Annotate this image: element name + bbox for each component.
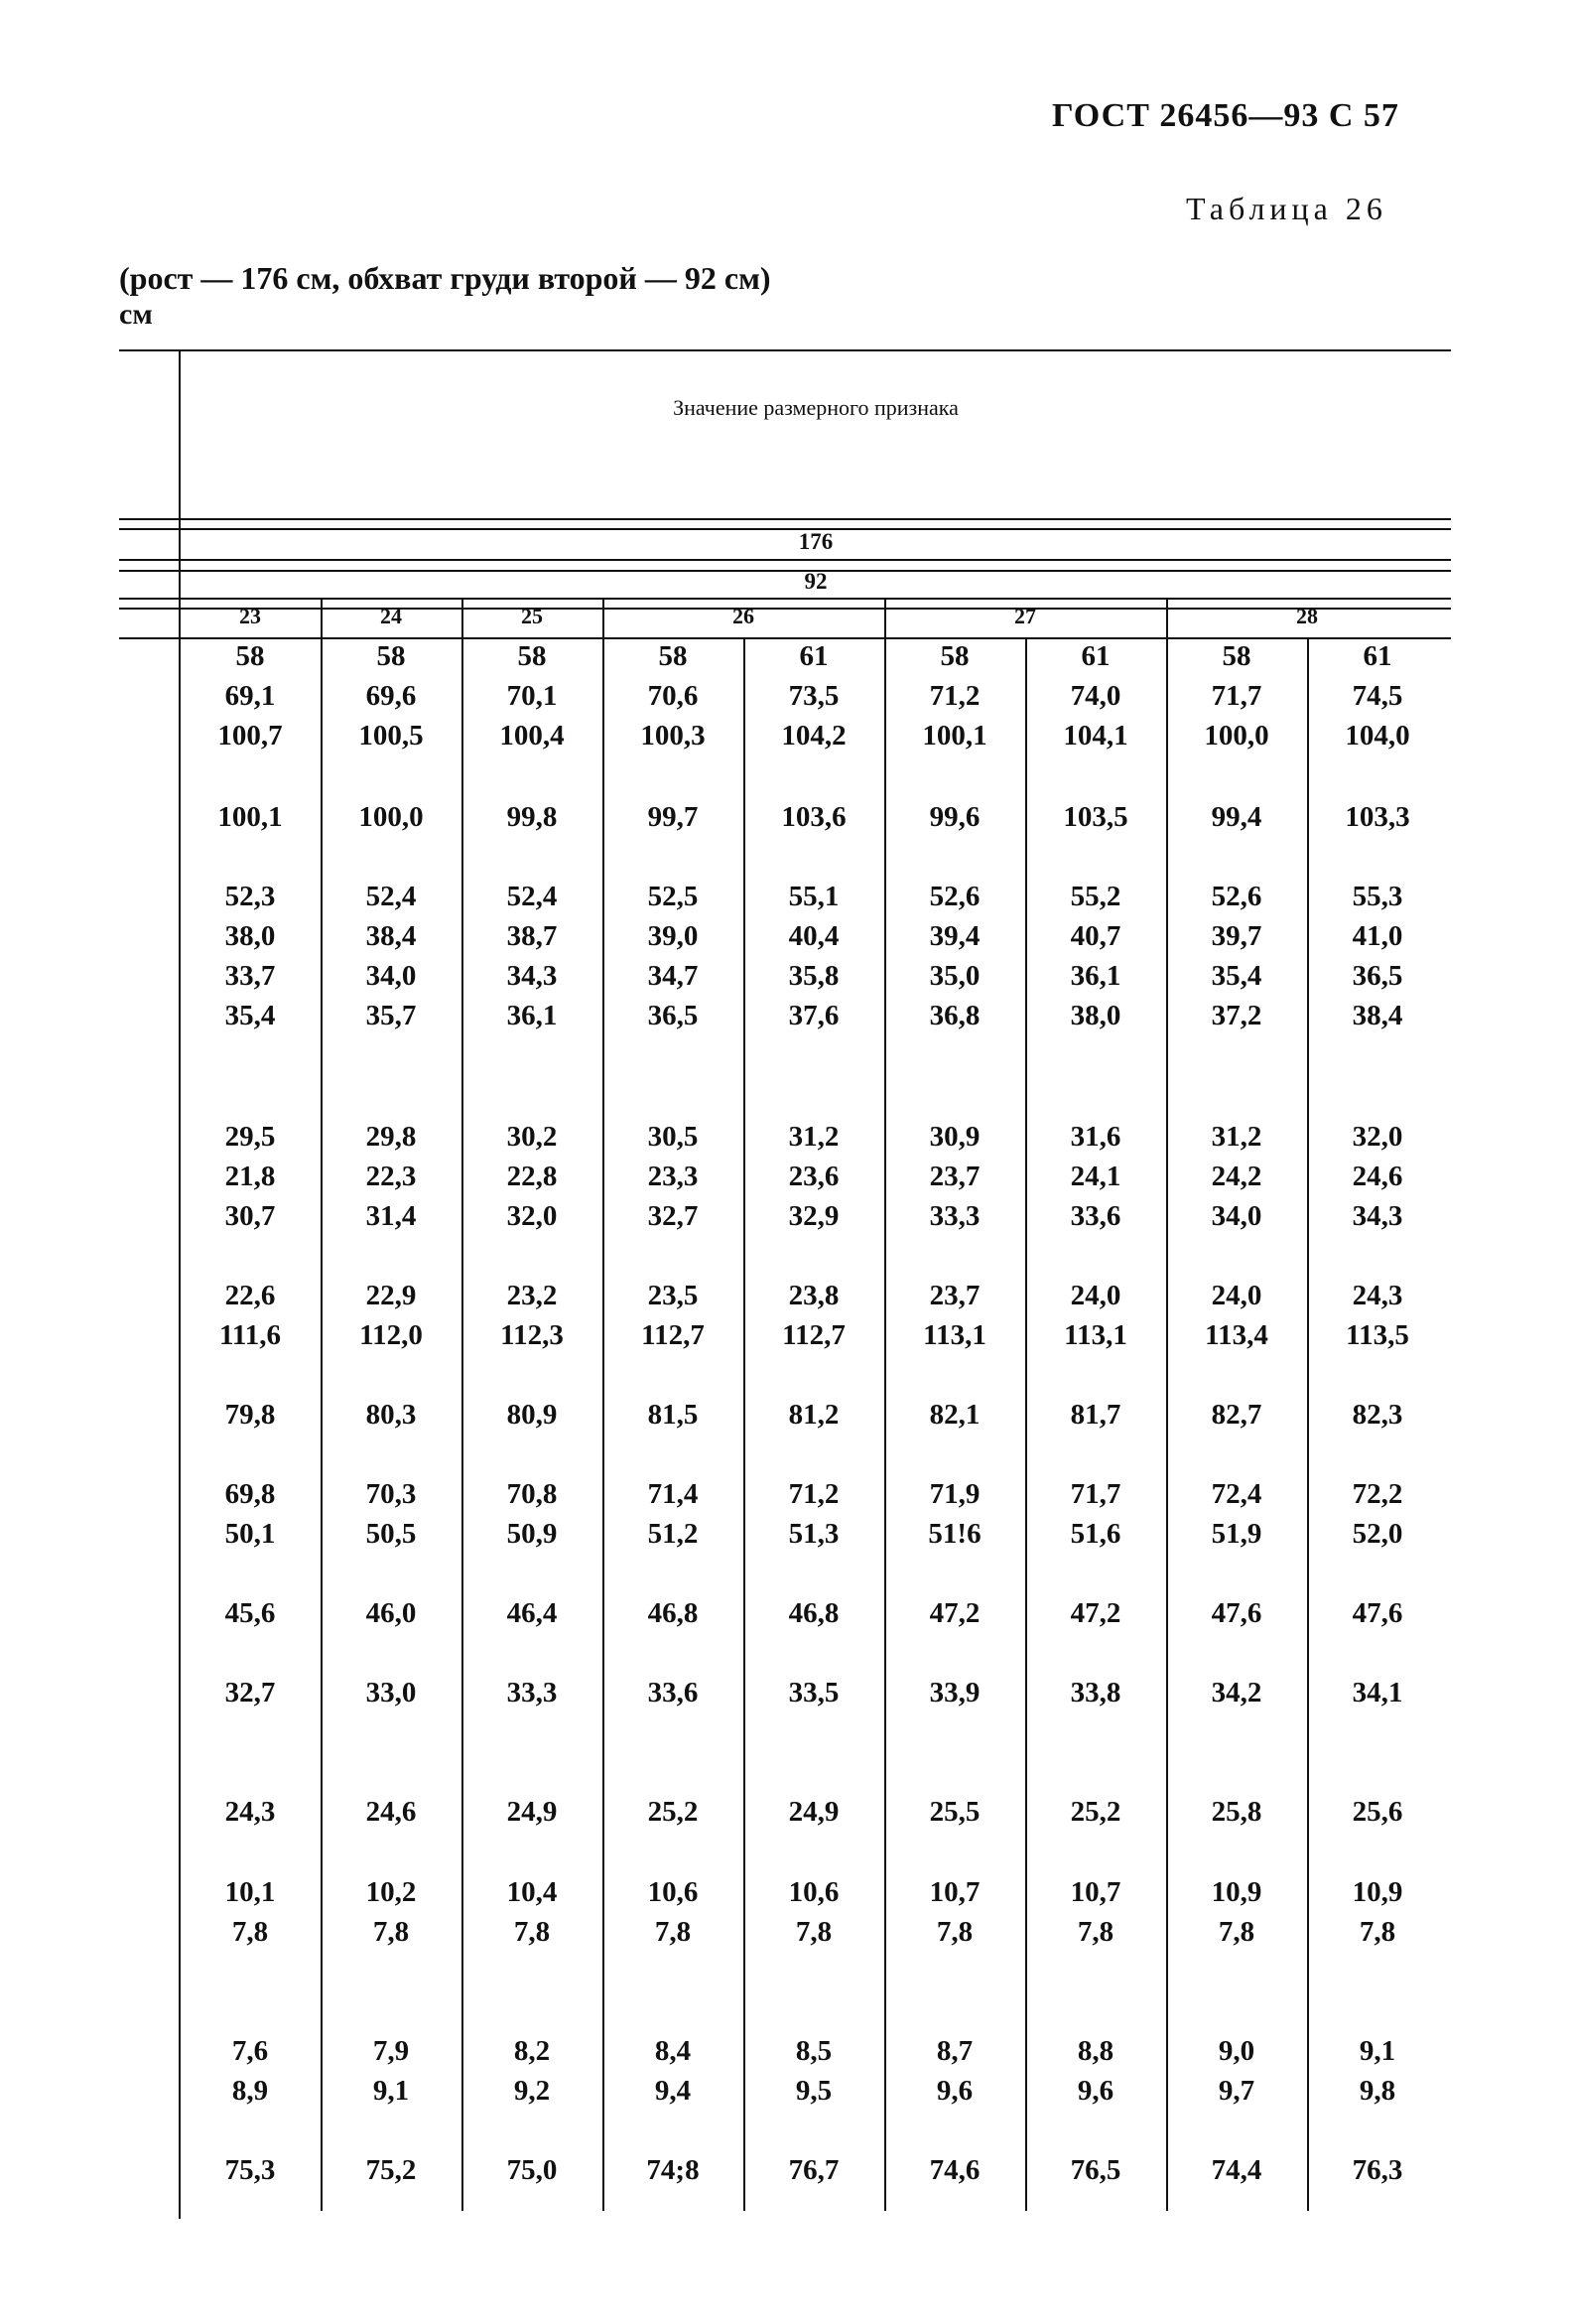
table-cell: 38,4 [365,920,417,952]
table-cell: 52,5 [647,881,699,912]
table-cell: 55,2 [1070,881,1121,912]
table-cell: 23,8 [788,1280,840,1311]
table-cell: 99,8 [506,801,558,833]
table-cell: 7,8 [795,1916,833,1948]
table-cell: 8,5 [795,2035,833,2067]
table-cell: 50,5 [365,1518,417,1550]
table-cell: 32,0 [506,1200,558,1232]
chest-value: 92 [804,569,828,594]
table-cell: 33,5 [788,1677,840,1709]
table-cell: 100,7 [217,720,283,752]
table-cell: 24,3 [224,1796,276,1828]
table-cell: 8,7 [936,2035,974,2067]
table-cell: 36,5 [647,1000,699,1031]
table-cell: 29,8 [365,1121,417,1153]
table-cell: 32,0 [1352,1121,1403,1153]
table-cell: 24,9 [788,1796,840,1828]
table-cell: 22,9 [365,1280,417,1311]
table-cell: 46,8 [788,1597,840,1629]
table-cell: 99,7 [647,801,699,833]
table-cell: 7,8 [372,1916,410,1948]
table-cell: 69,8 [224,1478,276,1510]
table-cell: 100,5 [358,720,424,752]
page-reference: ГОСТ 26456—93 С 57 [1052,97,1399,134]
table-cell: 74,4 [1211,2154,1262,2186]
table-cell: 24,6 [365,1796,417,1828]
table-cell: 34,2 [1211,1677,1262,1709]
hip-group-header: 23 [239,604,261,628]
table-cell: 30,9 [929,1121,981,1153]
table-cell: 58 [658,640,688,672]
table-cell: 24,9 [506,1796,558,1828]
table-cell: 31,2 [788,1121,840,1153]
table-cell: 61 [799,640,829,672]
table-cell: 25,5 [929,1796,981,1828]
hip-group-header: 25 [521,604,543,628]
table-cell: 35,4 [224,1000,276,1031]
table-cell: 22,3 [365,1161,417,1192]
table-cell: 38,0 [1070,1000,1121,1031]
table-cell: 25,2 [1070,1796,1121,1828]
table-top-rule [119,349,1451,351]
table-cell: 69,1 [224,680,276,712]
table-cell: 9,0 [1218,2035,1255,2067]
table-cell: 10,7 [929,1876,981,1908]
table-cell: 34,0 [1211,1200,1262,1232]
table-cell: 22,8 [506,1161,558,1192]
table-cell: 32,9 [788,1200,840,1232]
table-cell: 10,1 [224,1876,276,1908]
table-cell: 51,3 [788,1518,840,1550]
table-cell: 35,7 [365,1000,417,1031]
table-cell: 33,0 [365,1677,417,1709]
table-cell: 112,7 [641,1319,705,1351]
table-cell: 99,6 [929,801,981,833]
table-cell: 10,2 [365,1876,417,1908]
table-cell: 7,8 [1359,1916,1396,1948]
table-cell: 9,1 [372,2075,410,2107]
table-cell: 46,8 [647,1597,699,1629]
table-cell: 100,0 [358,801,424,833]
table-cell: 113,5 [1346,1319,1409,1351]
hip-group-header: 28 [1296,604,1318,628]
table-cell: 34,3 [506,960,558,992]
table-cell: 34,7 [647,960,699,992]
table-cell: 76,3 [1352,2154,1403,2186]
hip-group-header: 26 [732,604,754,628]
table-cell: 81,2 [788,1399,840,1431]
table-cell: 51,6 [1070,1518,1121,1550]
table-cell: 40,7 [1070,920,1121,952]
table-cell: 52,4 [365,881,417,912]
table-cell: 71,7 [1070,1478,1121,1510]
table-cell: 7,8 [654,1916,692,1948]
table-cell: 33,6 [647,1677,699,1709]
table-cell: 37,6 [788,1000,840,1031]
table-cell: 33,7 [224,960,276,992]
table-cell: 36,1 [1070,960,1121,992]
table-cell: 10,7 [1070,1876,1121,1908]
table-subtitle: (рост — 176 см, обхват груди второй — 92 см) [119,260,771,296]
table-cell: 24,1 [1070,1161,1121,1192]
table-cell: 23,6 [788,1161,840,1192]
table-cell: 111,6 [218,1319,282,1351]
table-cell: 104,2 [781,720,847,752]
table-cell: 51,2 [647,1518,699,1550]
table-cell: 70,8 [506,1478,558,1510]
table-cell: 46,4 [506,1597,558,1629]
table-cell: 35,0 [929,960,981,992]
table-caption: Таблица 26 [1186,191,1387,226]
table-cell: 36,1 [506,1000,558,1031]
group-title: Значение размерного признака [673,395,959,420]
table-cell: 24,6 [1352,1161,1403,1192]
table-cell: 82,7 [1211,1399,1262,1431]
table-cell: 75,3 [224,2154,276,2186]
table-cell: 113,4 [1205,1319,1268,1351]
table-cell: 58 [376,640,406,672]
table-cell: 76,7 [788,2154,840,2186]
table-cell: 79,8 [224,1399,276,1431]
table-cell: 75,0 [506,2154,558,2186]
table-cell: 36,5 [1352,960,1403,992]
table-cell: 24,3 [1352,1280,1403,1311]
table-cell: 8,8 [1077,2035,1114,2067]
table-cell: 9,7 [1218,2075,1255,2107]
table-cell: 10,6 [647,1876,699,1908]
table-cell: 29,5 [224,1121,276,1153]
table-cell: 9,1 [1359,2035,1396,2067]
table-cell: 69,6 [365,680,417,712]
table-cell: 31,2 [1211,1121,1262,1153]
table-cell: 25,2 [647,1796,699,1828]
table-cell: 74,6 [929,2154,981,2186]
table-cell: 70,6 [647,680,699,712]
table-cell: 100,3 [640,720,706,752]
table-cell: 10,9 [1211,1876,1262,1908]
header-rule-3 [119,559,1451,561]
table-cell: 70,3 [365,1478,417,1510]
table-cell: 104,0 [1345,720,1410,752]
table-cell: 72,2 [1352,1478,1403,1510]
table-cell: 100,0 [1204,720,1269,752]
table-cell: 61 [1081,640,1111,672]
table-cell: 23,7 [929,1280,981,1311]
table-cell: 10,6 [788,1876,840,1908]
table-cell: 100,1 [922,720,987,752]
table-cell: 71,4 [647,1478,699,1510]
table-cell: 38,4 [1352,1000,1403,1031]
table-cell: 52,6 [929,881,981,912]
table-cell: 76,5 [1070,2154,1121,2186]
table-cell: 82,3 [1352,1399,1403,1431]
table-cell: 31,6 [1070,1121,1121,1153]
table-cell: 58 [1222,640,1251,672]
table-cell: 50,1 [224,1518,276,1550]
table-cell: 38,7 [506,920,558,952]
table-cell: 21,8 [224,1161,276,1192]
table-cell: 25,6 [1352,1796,1403,1828]
table-cell: 103,5 [1063,801,1128,833]
table-cell: 71,2 [929,680,981,712]
table-cell: 7,9 [372,2035,410,2067]
table-cell: 47,6 [1352,1597,1403,1629]
table-cell: 7,8 [513,1916,551,1948]
table-cell: 41,0 [1352,920,1403,952]
table-cell: 70,1 [506,680,558,712]
table-cell: 112,3 [500,1319,564,1351]
table-cell: 47,2 [929,1597,981,1629]
table-cell: 9,5 [795,2075,833,2107]
table-cell: 30,2 [506,1121,558,1153]
table-cell: 100,1 [217,801,283,833]
table-cell: 10,9 [1352,1876,1403,1908]
table-cell: 58 [940,640,970,672]
table-cell: 72,4 [1211,1478,1262,1510]
table-cell: 103,3 [1345,801,1410,833]
table-cell: 113,1 [1064,1319,1127,1351]
table-cell: 113,1 [923,1319,986,1351]
table-cell: 7,8 [231,1916,269,1948]
table-cell: 25,8 [1211,1796,1262,1828]
table-cell: 8,2 [513,2035,551,2067]
table-cell: 52,6 [1211,881,1262,912]
table-cell: 35,8 [788,960,840,992]
table-cell: 33,8 [1070,1677,1121,1709]
table-cell: 39,7 [1211,920,1262,952]
table-cell: 7,8 [1077,1916,1114,1948]
table-cell: 58 [517,640,547,672]
table-cell: 33,6 [1070,1200,1121,1232]
table-cell: 9,8 [1359,2075,1396,2107]
table-cell: 71,9 [929,1478,981,1510]
table-cell: 33,3 [506,1677,558,1709]
table-cell: 73,5 [788,680,840,712]
table-cell: 47,2 [1070,1597,1121,1629]
table-cell: 74,5 [1352,680,1403,712]
table-cell: 51,9 [1211,1518,1262,1550]
table-cell: 23,7 [929,1161,981,1192]
table-cell: 52,0 [1352,1518,1403,1550]
table-cell: 31,4 [365,1200,417,1232]
height-value: 176 [798,529,834,554]
table-cell: 23,3 [647,1161,699,1192]
table-cell: 33,9 [929,1677,981,1709]
table-cell: 38,0 [224,920,276,952]
table-cell: 104,1 [1063,720,1128,752]
table-cell: 30,5 [647,1121,699,1153]
table-cell: 7,8 [936,1916,974,1948]
table-cell: 8,9 [231,2075,269,2107]
table-cell: 34,0 [365,960,417,992]
table-cell: 45,6 [224,1597,276,1629]
table-cell: 103,6 [781,801,847,833]
header-rule-5 [119,598,1451,600]
table-cell: 46,0 [365,1597,417,1629]
table-cell: 33,3 [929,1200,981,1232]
header-rule-7 [119,637,1451,639]
table-cell: 50,9 [506,1518,558,1550]
table-cell: 9,4 [654,2075,692,2107]
table-cell: 34,3 [1352,1200,1403,1232]
table-cell: 10,4 [506,1876,558,1908]
table-cell: 75,2 [365,2154,417,2186]
hip-group-header: 27 [1014,604,1036,628]
table-cell: 112,0 [359,1319,423,1351]
table-cell: 112,7 [782,1319,846,1351]
table-cell: 32,7 [224,1677,276,1709]
table-cell: 71,2 [788,1478,840,1510]
table-cell: 34,1 [1352,1677,1403,1709]
table-cell: 9,6 [1077,2075,1114,2107]
table-cell: 23,5 [647,1280,699,1311]
table-cell: 24,0 [1070,1280,1121,1311]
table-cell: 74,0 [1070,680,1121,712]
table-cell: 80,3 [365,1399,417,1431]
table-cell: 32,7 [647,1200,699,1232]
table-cell: 80,9 [506,1399,558,1431]
table-cell: 55,1 [788,881,840,912]
table-cell: 74;8 [646,2154,700,2186]
table-cell: 40,4 [788,920,840,952]
table-cell: 52,4 [506,881,558,912]
table-cell: 100,4 [499,720,565,752]
table-cell: 61 [1363,640,1392,672]
table-cell: 7,6 [231,2035,269,2067]
header-rule-1 [119,518,1451,520]
table-cell: 55,3 [1352,881,1403,912]
table-cell: 22,6 [224,1280,276,1311]
table-cell: 51!6 [928,1518,982,1550]
table-cell: 9,2 [513,2075,551,2107]
table-cell: 24,2 [1211,1161,1262,1192]
table-cell: 39,0 [647,920,699,952]
table-cell: 81,5 [647,1399,699,1431]
table-cell: 36,8 [929,1000,981,1031]
table-cell: 52,3 [224,881,276,912]
table-cell: 47,6 [1211,1597,1262,1629]
table-cell: 58 [235,640,265,672]
table-cell: 7,8 [1218,1916,1255,1948]
table-cell: 35,4 [1211,960,1262,992]
table-cell: 24,0 [1211,1280,1262,1311]
table-cell: 81,7 [1070,1399,1121,1431]
table-cell: 99,4 [1211,801,1262,833]
table-cell: 9,6 [936,2075,974,2107]
table-cell: 37,2 [1211,1000,1262,1031]
table-cell: 71,7 [1211,680,1262,712]
table-cell: 82,1 [929,1399,981,1431]
table-cell: 30,7 [224,1200,276,1232]
table-cell: 8,4 [654,2035,692,2067]
table-cell: 23,2 [506,1280,558,1311]
table-cell: 39,4 [929,920,981,952]
unit-label: см [119,298,153,331]
hip-group-header: 24 [380,604,402,628]
